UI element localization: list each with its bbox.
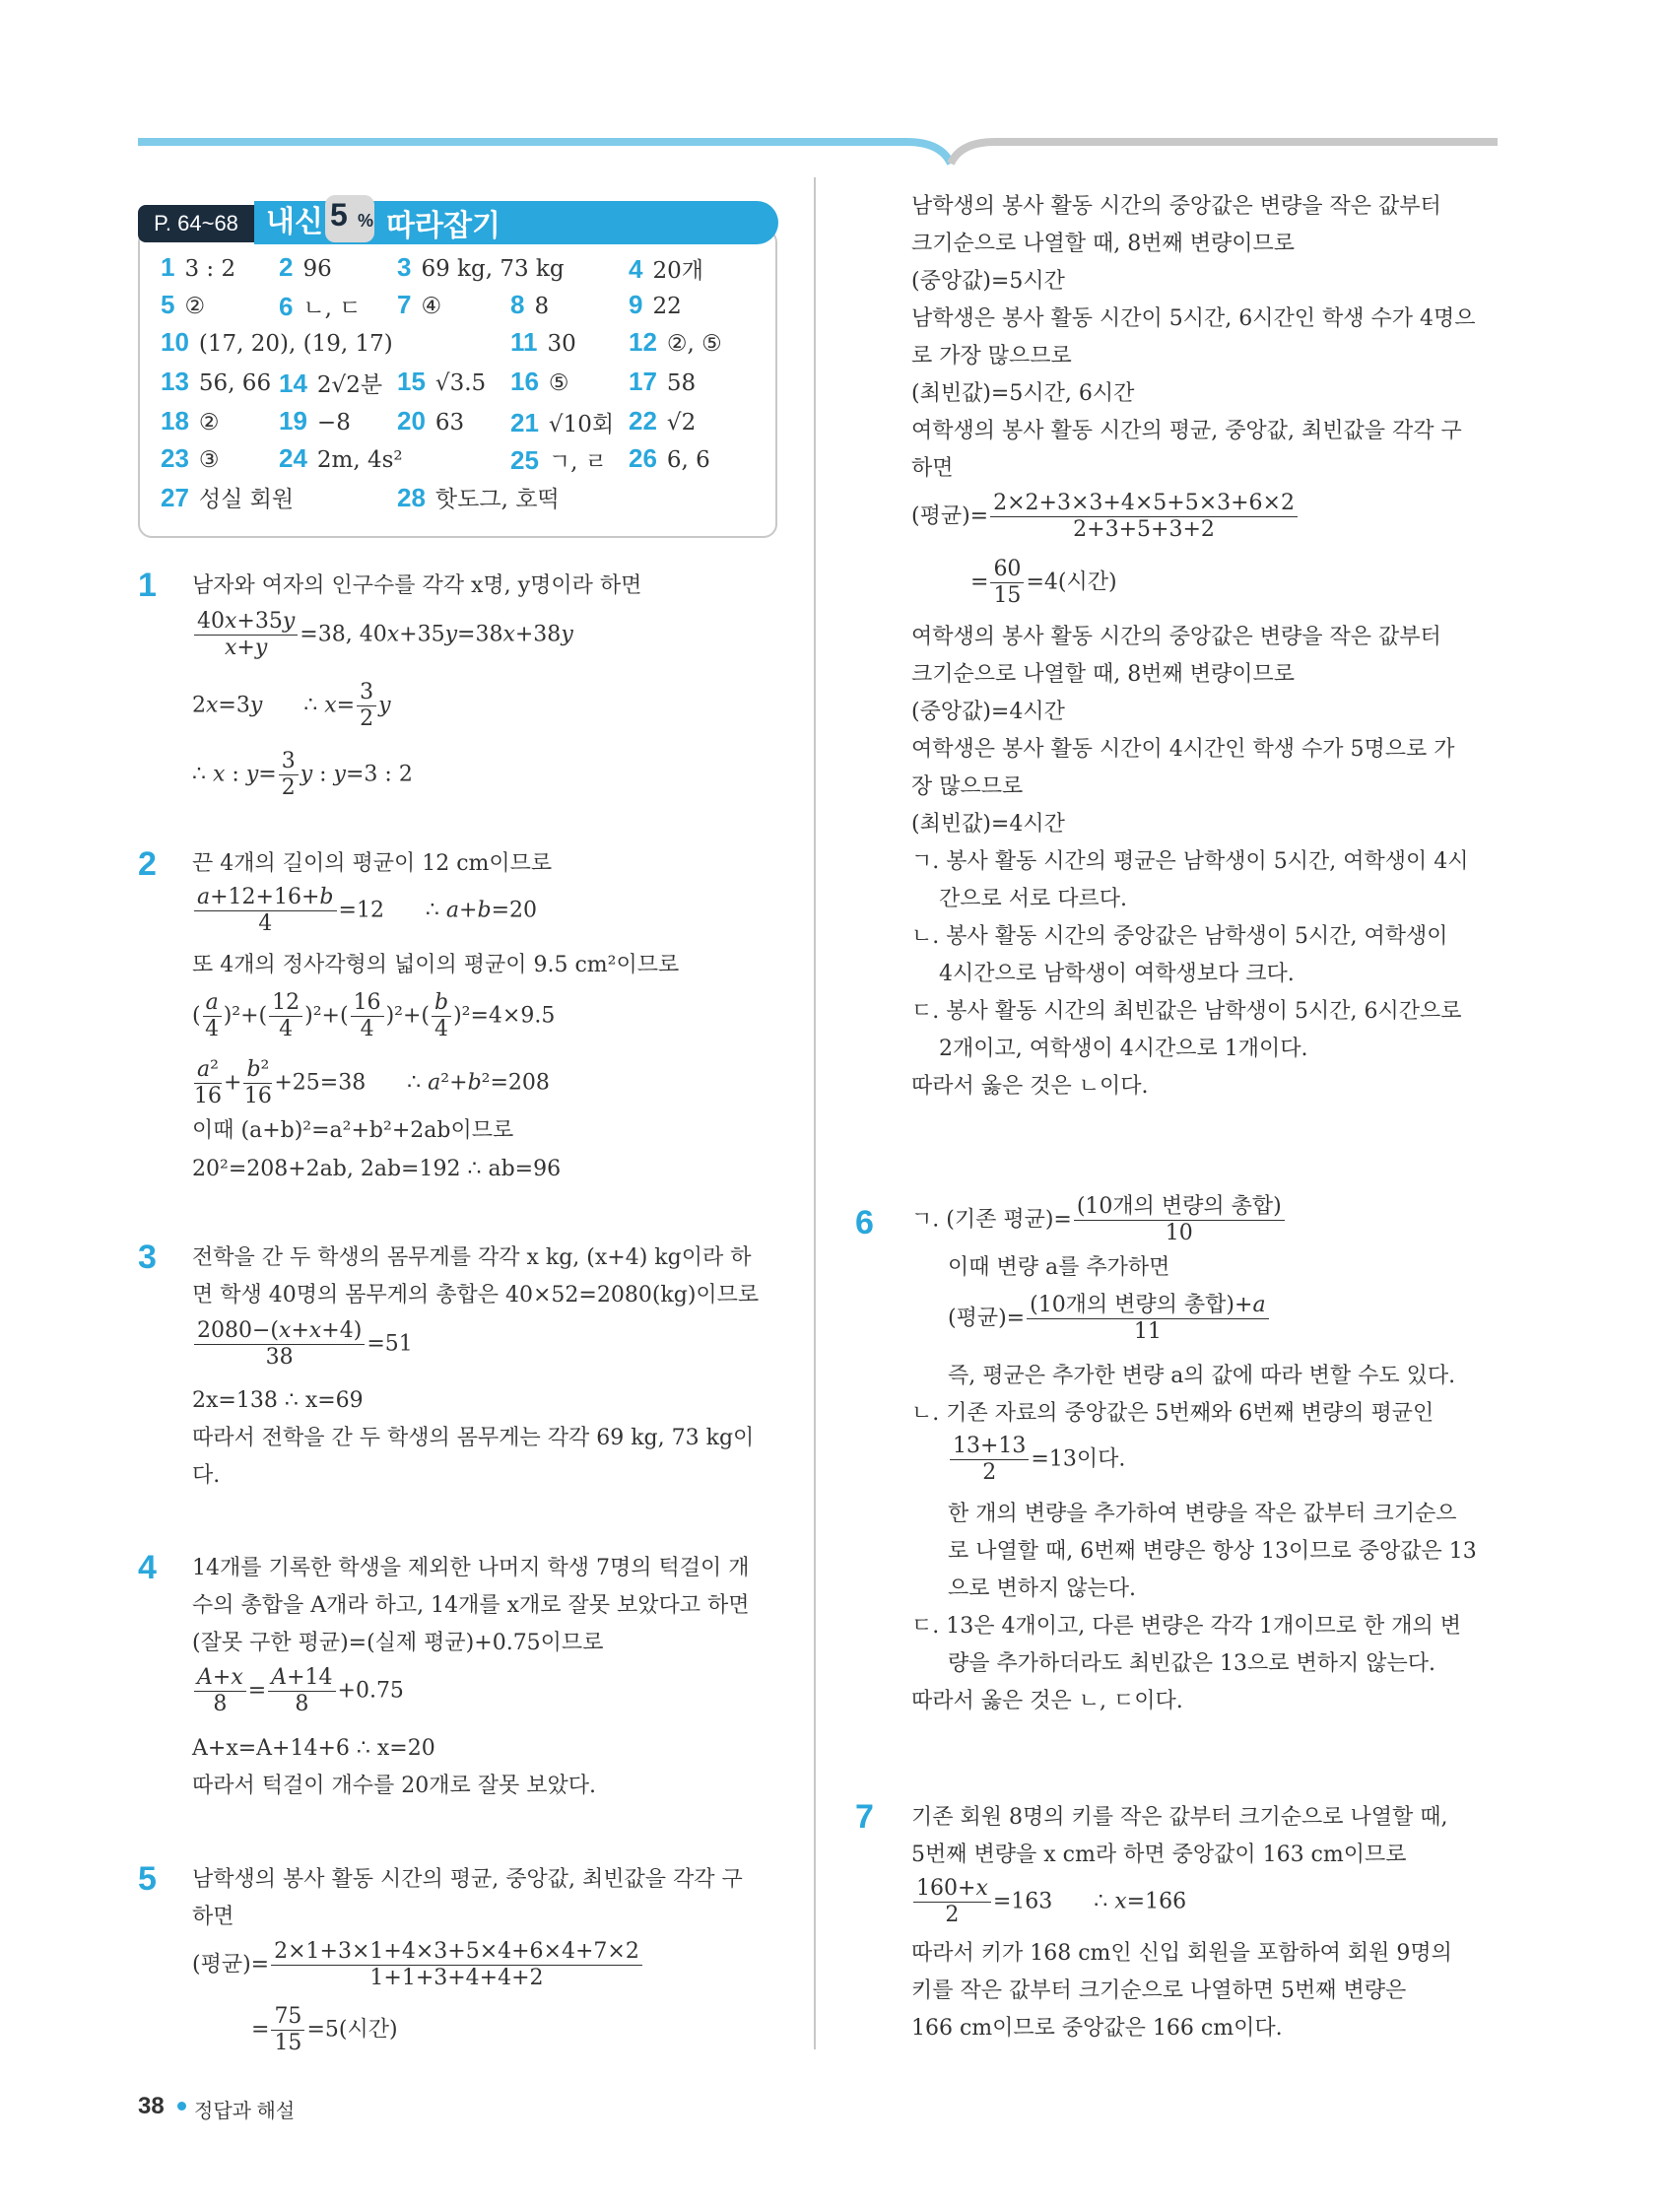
solution-line: 끈 4개의 길이의 평균이 12 cm이므로 xyxy=(192,851,553,876)
equation: ( $\frac{a}{4}$ )²+( $\frac{12}{4}$ )²+( $\frac{16}{4}$ )²+( $\frac{b}{4}$ )²=4×9.5 xyxy=(192,990,556,1041)
solution-line: ㄷ. 13은 4개이고, 다른 변량은 각각 1개이므로 한 개의 변 xyxy=(911,1614,1461,1639)
solution-line: 장 많으므로 xyxy=(911,774,1024,799)
answer-item: 25 ㄱ, ㄹ xyxy=(510,445,607,475)
solution-line: 크기순으로 나열할 때, 8번째 변량이므로 xyxy=(911,662,1295,687)
answer-item: 14 2√2분 xyxy=(279,369,383,398)
answer-item: 16 ⑤ xyxy=(510,367,569,396)
equation: $\frac{2080-(x+x+4)}{38}$ =51 xyxy=(192,1318,413,1371)
problem-number: 2 xyxy=(138,845,157,883)
solution-line: 2개이고, 여학생이 4시간으로 1개이다. xyxy=(911,1037,1308,1061)
banner-title-suffix: 따라잡기 xyxy=(386,210,500,242)
answer-item: 5 ② xyxy=(161,290,206,319)
equation: 2x=3y ∴ x= $\frac{3}{2}$ y xyxy=(192,680,391,731)
solution-line: 따라서 옳은 것은 ㄴ이다. xyxy=(911,1074,1149,1099)
solution-line: 한 개의 변량을 추가하여 변량을 작은 값부터 크기순으 xyxy=(948,1502,1457,1526)
problem-number: 6 xyxy=(855,1204,874,1241)
answer-item: 2 96 xyxy=(279,252,332,282)
solution-line: (중앙값)=4시간 xyxy=(911,700,1065,724)
solution-line: 5번째 변량을 x cm라 하면 중앙값이 163 cm이므로 xyxy=(911,1843,1407,1867)
solution-line: (최빈값)=4시간 xyxy=(911,812,1065,837)
answer-item: 24 2m, 4s² xyxy=(279,443,403,473)
solution-line: 즉, 평균은 추가한 변량 a의 값에 따라 변할 수도 있다. xyxy=(948,1364,1456,1388)
equation: = $\frac{75}{15}$ =5(시간) xyxy=(251,2004,398,2055)
solution-line: 4시간으로 남학생이 여학생보다 크다. xyxy=(911,962,1295,986)
solution-line: 수의 총합을 A개라 하고, 14개를 x개로 잘못 보았다고 하면 xyxy=(192,1593,750,1618)
answer-item: 8 8 xyxy=(510,290,550,319)
answer-item: 22 √2 xyxy=(629,406,697,436)
equation: (평균)= $\frac{2\times 1+3\times 1+4\times 3+5\times 4+6\times 4+7\times 2}{1+1+3+4+4+2}$ xyxy=(192,1939,644,1991)
answer-item: 15 √3.5 xyxy=(397,367,487,396)
answer-item: 11 30 xyxy=(510,327,576,357)
solution-line: 로 가장 많으므로 xyxy=(911,344,1072,369)
column-divider xyxy=(814,177,816,2049)
answer-item: 21 √10회 xyxy=(510,408,615,437)
solution-line: ㄷ. 봉사 활동 시간의 최빈값은 남학생이 5시간, 6시간으로 xyxy=(911,999,1462,1024)
solution-line: 이때 (a+b)²=a²+b²+2ab이므로 xyxy=(192,1118,514,1143)
answer-item: 3 69 kg, 73 kg xyxy=(397,252,565,282)
answer-item: 26 6, 6 xyxy=(629,443,710,473)
solution-line: 하면 xyxy=(192,1905,234,1929)
solution-line: 전학을 간 두 학생의 몸무게를 각각 x kg, (x+4) kg이라 하 xyxy=(192,1245,752,1270)
solution-line: 20²=208+2ab, 2ab=192 ∴ ab=96 xyxy=(192,1157,562,1181)
answer-item: 20 63 xyxy=(397,406,465,436)
solution-line: 여학생은 봉사 활동 시간이 4시간인 학생 수가 5명으로 가 xyxy=(911,737,1455,762)
equation: ㄱ. (기존 평균)= $\frac{\text{(10개의 변량의 총합)}}{10}$ xyxy=(911,1194,1287,1246)
equation: $\frac{a+12+16+b}{4}$ =12 ∴ a+b=20 xyxy=(192,885,537,937)
answer-item: 10 (17, 20), (19, 17) xyxy=(161,327,393,357)
banner-title-prefix: 내신 xyxy=(266,206,323,238)
solution-line: ㄴ. 봉사 활동 시간의 중앙값은 남학생이 5시간, 여학생이 xyxy=(911,924,1448,949)
answer-item: 6 ㄴ, ㄷ xyxy=(279,292,362,321)
solution-line: 또 4개의 정사각형의 넓이의 평균이 9.5 cm²이므로 xyxy=(192,953,680,977)
solution-line: 남학생의 봉사 활동 시간의 평균, 중앙값, 최빈값을 각각 구 xyxy=(192,1867,743,1892)
answer-item: 17 58 xyxy=(629,367,697,396)
answer-item: 1 3 : 2 xyxy=(161,252,236,282)
solution-line: ㄴ. 기존 자료의 중앙값은 5번째와 6번째 변량의 평균인 xyxy=(911,1401,1434,1426)
equation: $\frac{A+x}{8}$ = $\frac{A+14}{8}$ +0.75 xyxy=(192,1665,404,1717)
problem-number: 4 xyxy=(138,1549,157,1586)
solution-line: 키를 작은 값부터 크기순으로 나열하면 5번째 변량은 xyxy=(911,1978,1407,2003)
problem-number: 5 xyxy=(138,1860,157,1898)
solution-line: 따라서 턱걸이 개수를 20개로 잘못 보았다. xyxy=(192,1774,596,1798)
equation: (평균)= $\frac{2\times 2+3\times 3+4\times 5+5\times 3+6\times 2}{2+3+5+3+2}$ xyxy=(911,491,1300,543)
solution-line: 여학생의 봉사 활동 시간의 중앙값은 변량을 작은 값부터 xyxy=(911,625,1441,649)
top-rule xyxy=(138,134,1498,173)
solution-line: (잘못 구한 평균)=(실제 평균)+0.75이므로 xyxy=(192,1631,604,1655)
page-range-label: P. 64~68 xyxy=(138,205,254,242)
answer-item: 13 56, 66 xyxy=(161,367,272,396)
footer-label: 정답과 해설 xyxy=(194,2101,296,2122)
answer-item: 18 ② xyxy=(161,406,220,436)
equation: $\frac{13+13}{2}$ =13이다. xyxy=(948,1434,1125,1486)
badge-number: 5 xyxy=(330,197,348,233)
answer-item: 12 ②, ⑤ xyxy=(629,327,722,357)
solution-line: 간으로 서로 다르다. xyxy=(911,887,1127,911)
solution-line: 166 cm이므로 중앙값은 166 cm이다. xyxy=(911,2016,1283,2041)
solution-line: 남학생은 봉사 활동 시간이 5시간, 6시간인 학생 수가 4명으 xyxy=(911,306,1476,331)
equation: = $\frac{60}{15}$ =4(시간) xyxy=(970,557,1117,608)
solution-line: 다. xyxy=(192,1463,221,1488)
answer-item: 19 −8 xyxy=(279,406,351,436)
solution-line: (최빈값)=5시간, 6시간 xyxy=(911,381,1135,406)
solution-line: 따라서 전학을 간 두 학생의 몸무게는 각각 69 kg, 73 kg이 xyxy=(192,1426,755,1450)
equation: (평균)= $\frac{\text{(10개의 변량의 총합)+a}}{11}$ xyxy=(948,1293,1271,1345)
solution-line: 로 나열할 때, 6번째 변량은 항상 13이므로 중앙값은 13 xyxy=(948,1539,1477,1564)
answer-item: 9 22 xyxy=(629,290,682,319)
solution-line: 기존 회원 8명의 키를 작은 값부터 크기순으로 나열할 때, xyxy=(911,1805,1448,1830)
problem-number: 1 xyxy=(138,567,157,604)
equation: $\frac{40x+35y}{x+y}$ =38, 40x+35y=38x+38y xyxy=(192,609,573,661)
badge-percent: % xyxy=(358,211,374,231)
solution-line: 크기순으로 나열할 때, 8번째 변량이므로 xyxy=(911,232,1295,256)
solution-line: 2x=138 ∴ x=69 xyxy=(192,1388,364,1413)
solution-line: 남학생의 봉사 활동 시간의 중앙값은 변량을 작은 값부터 xyxy=(911,194,1441,219)
answer-item: 23 ③ xyxy=(161,443,220,473)
equation: ∴ x : y= $\frac{3}{2}$ y : y=3 : 2 xyxy=(192,749,413,800)
solution-line: 따라서 옳은 것은 ㄴ, ㄷ이다. xyxy=(911,1689,1183,1713)
solution-line: ㄱ. 봉사 활동 시간의 평균은 남학생이 5시간, 여학생이 4시 xyxy=(911,849,1469,874)
answer-item: 27 성실 회원 xyxy=(161,483,295,512)
solution-line: 하면 xyxy=(911,456,954,481)
solution-line: 여학생의 봉사 활동 시간의 평균, 중앙값, 최빈값을 각각 구 xyxy=(911,419,1462,443)
bullet-icon xyxy=(177,2102,186,2111)
solution-line: 14개를 기록한 학생을 제외한 나머지 학생 7명의 턱걸이 개 xyxy=(192,1556,750,1580)
answer-item: 4 20개 xyxy=(629,254,703,284)
equation: $\frac{\text{a²}}{16}$ + $\frac{\text{b²}}{16}$ +25=38 ∴ a²+b²=208 xyxy=(194,1057,550,1108)
solution-line: A+x=A+14+6 ∴ x=20 xyxy=(192,1736,435,1761)
answer-item: 28 핫도그, 호떡 xyxy=(397,483,560,512)
solution-line: 이때 변량 a를 추가하면 xyxy=(948,1255,1170,1280)
solution-line: 으로 변하지 않는다. xyxy=(948,1576,1136,1601)
equation: $\frac{160+x}{2}$ =163 ∴ x=166 xyxy=(911,1876,1186,1928)
solution-line: 따라서 키가 168 cm인 신입 회원을 포함하여 회원 9명의 xyxy=(911,1941,1452,1966)
page-number: 38 xyxy=(138,2093,165,2119)
problem-number: 7 xyxy=(855,1798,874,1836)
solution-line: (중앙값)=5시간 xyxy=(911,269,1065,294)
problem-number: 3 xyxy=(138,1239,157,1276)
solution-line: 면 학생 40명의 몸무게의 총합은 40×52=2080(kg)이므로 xyxy=(192,1283,760,1307)
solution-line: 남자와 여자의 인구수를 각각 x명, y명이라 하면 xyxy=(192,573,642,598)
solution-line: 량을 추가하더라도 최빈값은 13으로 변하지 않는다. xyxy=(948,1651,1435,1676)
answer-item: 7 ④ xyxy=(397,290,442,319)
